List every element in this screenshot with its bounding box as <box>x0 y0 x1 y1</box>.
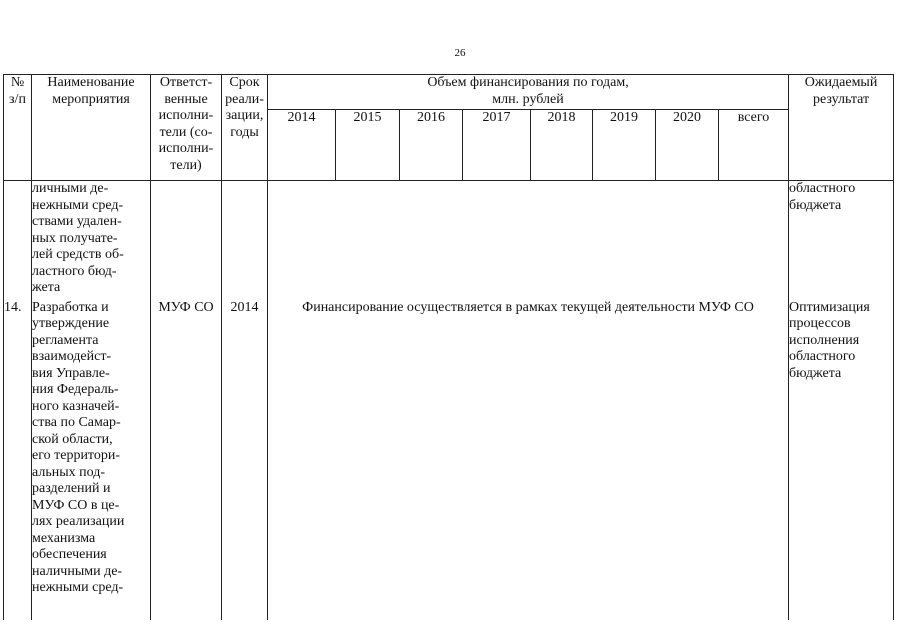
cell-executor: МУФ СО <box>151 300 222 620</box>
page-number: 26 <box>454 47 466 59</box>
col-header-financing: Объем финансирования по годам, млн. рублей <box>268 75 789 110</box>
cell-number: 14. <box>4 300 32 620</box>
year-header-2017: 2017 <box>463 110 531 181</box>
cell-executor <box>151 181 222 300</box>
cell-financing: Финансирование осуществляется в рамках текущей деятельности МУФ СО <box>268 300 789 620</box>
cell-period <box>222 181 268 300</box>
col-header-period: Срок реали- зации, годы <box>222 75 268 181</box>
table-row <box>4 300 894 620</box>
year-header-2014: 2014 <box>268 110 336 181</box>
year-header-2020: 2020 <box>656 110 719 181</box>
cell-financing <box>268 181 789 300</box>
cell-period: 2014 <box>222 300 268 620</box>
cell-name: личными де- нежными сред- ствами удален- ных получате- лей средств об- ластного бюд- жета <box>32 181 151 300</box>
year-header-2018: 2018 <box>531 110 593 181</box>
year-header-total: всего <box>719 110 789 181</box>
financing-table <box>3 74 894 620</box>
cell-result: Оптимизация процессов исполнения областного бюджета <box>789 300 894 620</box>
col-header-name: Наименование мероприятия <box>32 75 151 181</box>
year-header-2016: 2016 <box>400 110 463 181</box>
cell-number <box>4 181 32 300</box>
year-header-2019: 2019 <box>593 110 656 181</box>
header-row-1 <box>4 75 894 110</box>
col-header-number: № з/п <box>4 75 32 181</box>
table-row <box>4 181 894 300</box>
col-header-executor: Ответст- венные исполни- тели (со- исполни- тели) <box>151 75 222 181</box>
year-header-2015: 2015 <box>336 110 400 181</box>
col-header-result: Ожидаемый результат <box>789 75 894 181</box>
cell-name: Разработка и утверждение регламента взаимодейст- вия Управле- ния Федераль- ного казначей- ства по Самар- ской области, его территори- альных под- разделений и МУФ СО в це- лях реализации механизма обеспечения наличными де- нежными сред- <box>32 300 151 620</box>
cell-result: областного бюджета <box>789 181 894 300</box>
